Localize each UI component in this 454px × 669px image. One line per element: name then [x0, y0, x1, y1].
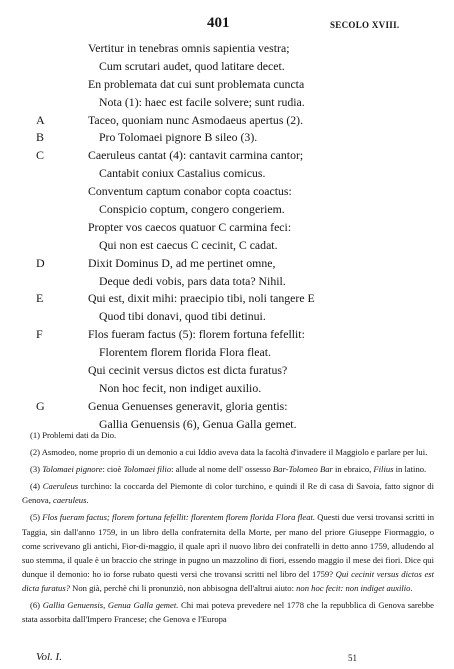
footnote-number: (5) [30, 512, 41, 523]
footnote [22, 510, 434, 595]
footnote [22, 462, 434, 476]
verse-text: Non hoc fecit, non indiget auxilio. [99, 380, 262, 395]
footnote-italic: Caeruleus [42, 481, 79, 492]
footnote-text: Non già, perchè chi li pronunziò, non abbisogna dell'altrui aiuto: [69, 582, 297, 593]
verse-text: Qui non est caecus C cecinit, C cadat. [99, 237, 278, 252]
verse-marker: B [36, 130, 45, 145]
running-head: SECOLO XVIII. [330, 20, 400, 30]
verse-text: Florentem florem florida Flora fleat. [99, 345, 271, 360]
footnote-text: : allude al nome dell' ossesso [171, 464, 273, 475]
verse-text: Quod tibi donavi, quod tibi detinui. [99, 309, 266, 324]
footnote-italic: Tolomaei pignore [42, 464, 103, 475]
footnote-italic: Flos fueram factus; florem fortuna fefellit: florentem florem florida Flora fleat. [42, 512, 316, 523]
verse-text: Cum scrutari audet, quod latitare decet. [99, 58, 285, 73]
verse-line [0, 58, 454, 76]
verse-line [0, 76, 454, 94]
footnote-text: turchino: la coccarda del Piemonte di color turchino, e quindi il Re di casa di Savoia, fatto signor di Genova, [22, 481, 434, 506]
footnote [22, 598, 434, 626]
verse-text: Caeruleus cantat (4): cantavit carmina cantor; [88, 148, 304, 163]
footnote-italic: Qui cecinit versus dictos est dicta furatus? [22, 568, 434, 593]
footnote-italic: non hoc fecit: non indiget auxilio [296, 582, 411, 593]
footnote-text: . [410, 582, 413, 593]
footnote-text: . [86, 495, 89, 506]
verse-line [0, 94, 454, 112]
verse-text: Genua Genuenses generavit, gloria gentis: [88, 398, 288, 413]
verse-text: Conventum captum conabor copta coactus: [88, 184, 292, 199]
verse-marker: G [36, 398, 45, 413]
page-header [0, 15, 454, 35]
verse-text: Conspicio coptum, congero congeriem. [99, 202, 285, 217]
verse-line [0, 362, 454, 380]
verse-line [0, 147, 454, 165]
footnote-italic: caeruleus [53, 495, 87, 506]
verse-line [0, 326, 454, 344]
verse-line [0, 201, 454, 219]
footnote-text: : cioè [102, 464, 124, 475]
footnote [22, 428, 434, 442]
verse-marker: D [36, 255, 45, 270]
verse-marker: E [36, 291, 44, 306]
verse-line [0, 40, 454, 58]
verse-line [0, 290, 454, 308]
verse-text: Cantabit coniux Castalius comicus. [99, 166, 266, 181]
verse-marker: F [36, 327, 43, 342]
verse-text: Gallia Genuensis (6), Genua Galla gemet. [99, 416, 297, 431]
footnote-text: in ebraico, [332, 464, 374, 475]
verse-text: Nota (1): haec est facile solvere; sunt rudia. [99, 94, 305, 109]
verse-text: En problemata dat cui sunt problemata cuncta [88, 76, 305, 91]
footnote-number: (2) [30, 447, 41, 458]
footnote-text: Problemi dati da Dio. [42, 430, 117, 440]
verse-line [0, 237, 454, 255]
verse-line [0, 219, 454, 237]
verse-text: Qui est, dixit mihi: praecipio tibi, noli tangere E [88, 291, 315, 306]
verse-line [0, 380, 454, 398]
footnote-italic: Tolomaei filio [123, 464, 172, 475]
verse-text: Vertitur in tenebras omnis sapientia vestra; [88, 41, 290, 55]
verse-text: Taceo, quoniam nunc Asmodaeus apertus (2). [88, 112, 304, 127]
footnote-text: Asmodeo, nome proprio di un demonio a cui Iddio aveva data la facoltà d'invadere il Maggiolo e parlare per lui. [41, 447, 428, 458]
verse-line [0, 344, 454, 362]
signature-mark: 51 [348, 653, 357, 663]
verse-marker: C [36, 148, 45, 163]
footnote-number: (4) [30, 481, 41, 492]
footnote-text: Questi due versi trovansi scritti in Taggia, sin dall'anno 1759, in un libro della confraternita della Morte, per mano del priore Giuseppe Fiormaggio, o come scrivevano gli antichi, Fior-di-maggio, il quale aprì il nuovo libro dei confratelli in detto anno 1759, alludendo al suo stemma, il quale è un braccio che stringe in pugno un mazzolino di fiori, essendo maggio il mese dei fiori. Dice qui dunque il demonio: ho io forse rubato questi versi che trovansi scritti nel libro del 1759? [22, 512, 434, 579]
footnote-number: (1) [30, 430, 41, 440]
footnote [22, 445, 434, 459]
verse-line [0, 112, 454, 130]
footnote-italic: Filius [373, 464, 394, 475]
volume-mark: Vol. I. [36, 651, 62, 663]
verse-line [0, 308, 454, 326]
footnote-text: in latino. [393, 464, 427, 475]
footnote-number: (3) [30, 464, 41, 475]
verse-text: Qui cecinit versus dictos est dicta furatus? [88, 363, 288, 378]
page-footer [0, 651, 454, 667]
footnote-number: (6) [30, 600, 41, 611]
verse-line [0, 255, 454, 273]
footnote-text: Chi mai poteva prevedere nel 1778 che la repubblica di Genova sarebbe stata assorbita dall'Impero Francese; che Genova e l'Europa [22, 600, 434, 625]
footnotes [22, 428, 434, 629]
verse-line [0, 165, 454, 183]
verse-text: Propter vos caecos quatuor C carmina feci: [88, 219, 292, 234]
footnote-italic: Bar-Tolomeo [272, 464, 318, 475]
verse-text: Pro Tolomaei pignore B sileo (3). [99, 130, 258, 145]
verse-block [0, 40, 454, 434]
verse-text: Flos fueram factus (5): florem fortuna fefellit: [88, 327, 305, 342]
verse-text: Deque dedi vobis, pars data tota? Nihil. [99, 273, 286, 288]
verse-line [0, 398, 454, 416]
page-number: 401 [207, 15, 230, 31]
verse-line [0, 183, 454, 201]
verse-marker: A [36, 112, 45, 127]
footnote-italic: Gallia Genuensis, Genua Galla gemet. [42, 600, 179, 611]
verse-text: Dixit Dominus D, ad me pertinet omne, [88, 255, 276, 270]
footnote [22, 479, 434, 507]
verse-line [0, 129, 454, 147]
footnote-italic: Bar [319, 464, 333, 475]
verse-line [0, 273, 454, 291]
